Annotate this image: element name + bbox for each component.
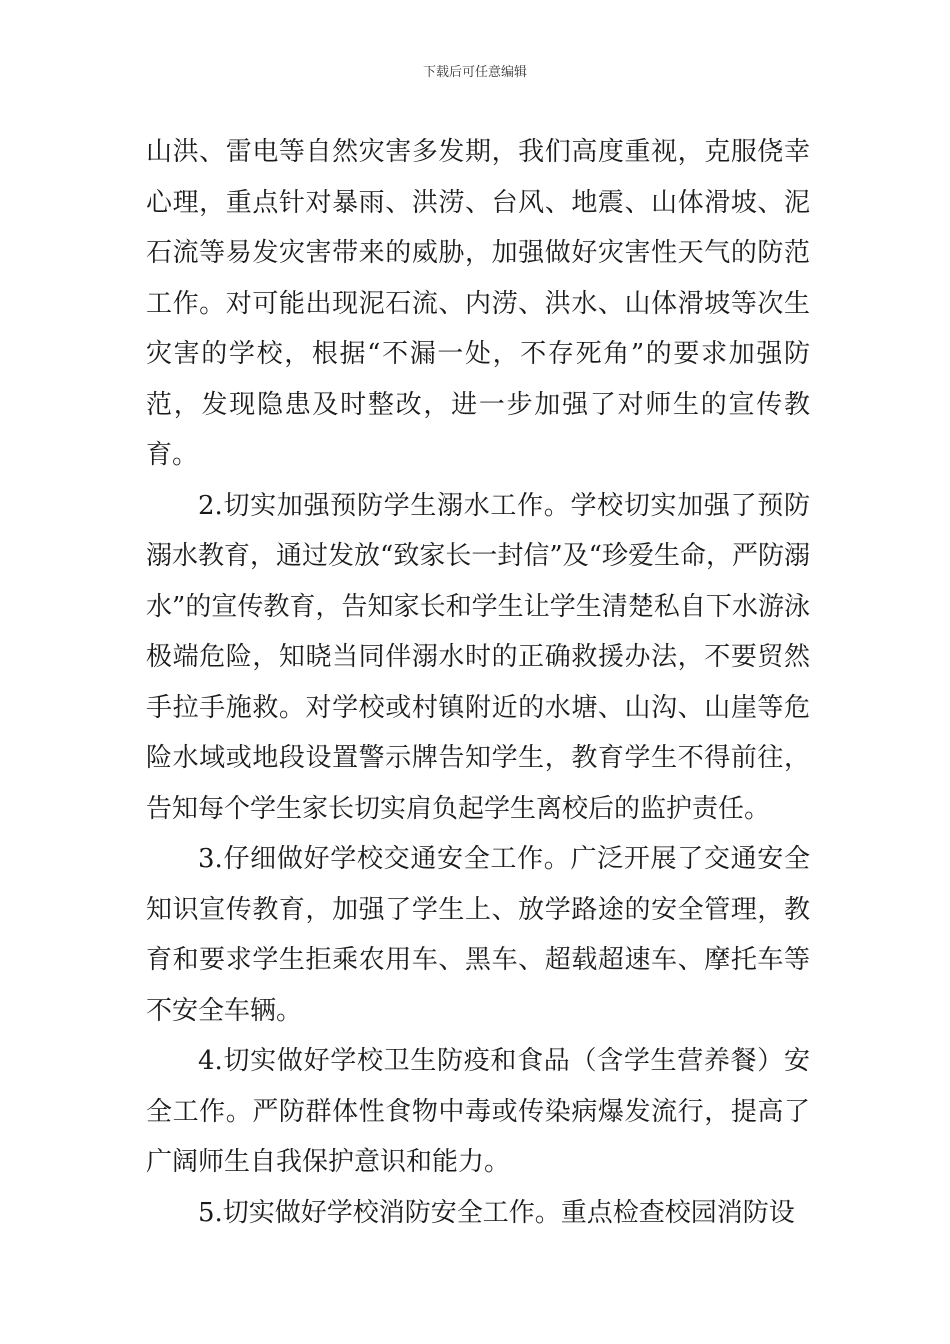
page-header: 下载后可任意编辑 — [422, 65, 527, 80]
paragraph-food-safety: 4.切实做好学校卫生防疫和食品（含学生营养餐）安全工作。严防群体性食物中毒或传染病爆发流行，提高了广阔师生自我保护意识和能力。 — [146, 1046, 810, 1177]
paragraph-fire-safety: 5.切实做好学校消防安全工作。重点检查校园消防设 — [198, 1197, 795, 1228]
document-body — [146, 127, 810, 1238]
paragraph-drowning-prevention: 2.切实加强预防学生溺水工作。学校切实加强了预防溺水教育，通过发放“致家长一封信”及“珍爱生命，严防溺水”的宣传教育，告知家长和学生让学生清楚私自下水游泳极端危险，知晓当同伴溺水时的正确救援办法，不要贸然手拉手施救。对学校或村镇附近的水塘、山沟、山崖等危险水域或地段设置警示牌告知学生，教育学生不得前往，告知每个学生家长切实肩负起学生离校后的监护责任。 — [146, 490, 810, 824]
paragraph-traffic-safety: 3.仔细做好学校交通安全工作。广泛开展了交通安全知识宣传教育，加强了学生上、放学路途的安全管理，教育和要求学生拒乘农用车、黑车、超载超速车、摩托车等不安全车辆。 — [146, 844, 810, 1026]
paragraph-natural-disasters: 山洪、雷电等自然灾害多发期，我们高度重视，克服侥幸心理，重点针对暴雨、洪涝、台风、地震、山体滑坡、泥石流等易发灾害带来的威胁，加强做好灾害性天气的防范工作。对可能出现泥石流、内涝、洪水、山体滑坡等次生灾害的学校，根据“不漏一处，不存死角”的要求加强防范，发现隐患及时整改，进一步加强了对师生的宣传教育。 — [146, 137, 810, 470]
